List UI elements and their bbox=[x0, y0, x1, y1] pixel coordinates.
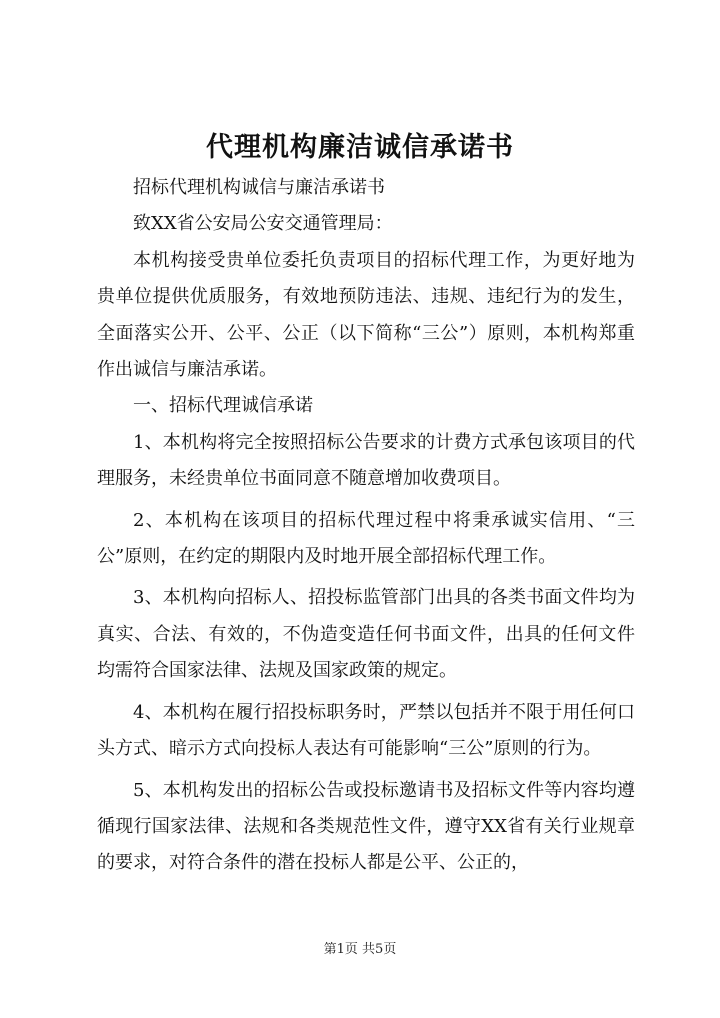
document-body bbox=[97, 170, 635, 882]
commitment-item-1: 1、本机构将完全按照招标公告要求的计费方式承包该项目的代理服务，未经贵单位书面同意不随意增加收费项目。 bbox=[97, 431, 635, 490]
salutation-paragraph: 致XX省公安局公安交通管理局： bbox=[133, 213, 393, 235]
page-number: 第1页 共5页 bbox=[323, 942, 397, 957]
commitment-item-4: 4、本机构在履行招投标职务时，严禁以包括并不限于用任何口头方式、暗示方式向投标人表达有可能影响“三公”原则的行为。 bbox=[97, 701, 635, 760]
commitment-item-3: 3、本机构向招标人、招投标监管部门出具的各类书面文件均为真实、合法、有效的，不伪造变造任何书面文件，出具的任何文件均需符合国家法律、法规及国家政策的规定。 bbox=[97, 587, 635, 682]
subtitle-paragraph: 招标代理机构诚信与廉洁承诺书 bbox=[133, 177, 385, 198]
commitment-item-2: 2、本机构在该项目的招标代理过程中将秉承诚实信用、“三公”原则，在约定的期限内及时地开展全部招标代理工作。 bbox=[97, 509, 635, 568]
commitment-item-5: 5、本机构发出的招标公告或投标邀请书及招标文件等内容均遵循现行国家法律、法规和各类规范性文件，遵守XX省有关行业规章的要求，对符合条件的潜在投标人都是公平、公正的， bbox=[97, 779, 635, 874]
document-title: 代理机构廉洁诚信承诺书 bbox=[206, 132, 514, 163]
section-heading: 一、招标代理诚信承诺 bbox=[133, 395, 313, 417]
intro-paragraph: 本机构接受贵单位委托负责项目的招标代理工作，为更好地为贵单位提供优质服务，有效地预防违法、违规、违纪行为的发生，全面落实公开、公平、公正（以下简称“三公”）原则，本机构郑重作出诚信与廉洁承诺。 bbox=[97, 249, 635, 381]
